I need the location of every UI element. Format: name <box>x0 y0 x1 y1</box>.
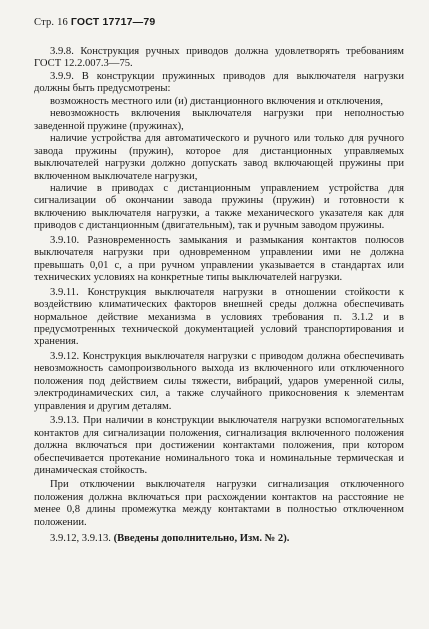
document-body <box>34 46 404 546</box>
clause-3-9-11: 3.9.11. Конструкция выключателя нагрузки в отношении стойкости к воздействию климатических факторов внешней среды должна обеспечивать нормальное действие механизма в условиях требования п. 3.1.2 и в предусмотренных технической документацией условий транспортирования и хранения. <box>34 286 404 348</box>
page-header <box>34 16 155 28</box>
item-spring-interlock: невозможность включения выключателя нагрузки при неполностью заведенной пружине (пружинах), <box>34 108 404 132</box>
amendment-text: (Введены дополнительно, Изм. № 2). <box>113 533 290 545</box>
clause-3-9-8: 3.9.8. Конструкция ручных приводов должна удовлетворять требованиям ГОСТ 12.2.007.3—75. <box>34 46 404 70</box>
clause-3-9-12: 3.9.12. Конструкция выключателя нагрузки с приводом должна обеспечивать невозможность самопроизвольного выхода из включенного или отключенного положения под действием силы тяжести, вибраций, ударов умеренной силы, электродинамических сил, а также случайного прикосновения к элементам управления и другим деталям. <box>34 350 404 412</box>
amendment-note <box>34 533 404 545</box>
clause-3-9-13-continuation: При отключении выключателя нагрузки сигнализация отключенного положения должна включаться при расхождении контактов на расстояние не менее 0,8 длины промежутка между контактами в полностью отключенном положении. <box>34 479 404 528</box>
clause-3-9-9: 3.9.9. В конструкции пружинных приводов для выключателя нагрузки должны быть предусмотрены: <box>34 70 404 95</box>
page-number: Стр. 16 <box>34 17 68 28</box>
amendment-refs: 3.9.12, 3.9.13. <box>50 533 111 545</box>
item-local-remote-switching: возможность местного или (и) дистанционного включения и отключения, <box>50 95 383 107</box>
clause-3-9-13: 3.9.13. При наличии в конструкции выключателя нагрузки вспомогательных контактов для сигнализации положения, сигнализация включенного положения должна включаться при достижении контактами положения, при котором обеспечивается протекание номинального тока и номинальные термическая и динамическая стойкость. <box>34 415 404 476</box>
item-spring-charging-device: наличие устройства для автоматического и ручного или только для ручного завода пружины (пружин), которое для дистанционных управляемых выключателей нагрузки должно допускать завод включающей пружины при включенном выключателе нагрузки, <box>34 133 404 182</box>
clause-3-9-10: 3.9.10. Разновременность замыкания и размыкания контактов полюсов выключателя нагрузки при одновременном управлении ими не должна превышать 0,01 с, а при ручном управлении указывается в стандартах или технических условиях на конкретные типы выключателей нагрузки. <box>34 234 404 284</box>
item-remote-signalling: наличие в приводах с дистанционным управлением устройства для сигнализации об окончании завода пружины (пружин) и готовности к включению выключателя нагрузки, а также механического указателя как для приводов с дистанционным (двигательным), так и ручным заводом пружины. <box>34 182 404 232</box>
standard-code: ГОСТ 17717—79 <box>70 16 156 28</box>
